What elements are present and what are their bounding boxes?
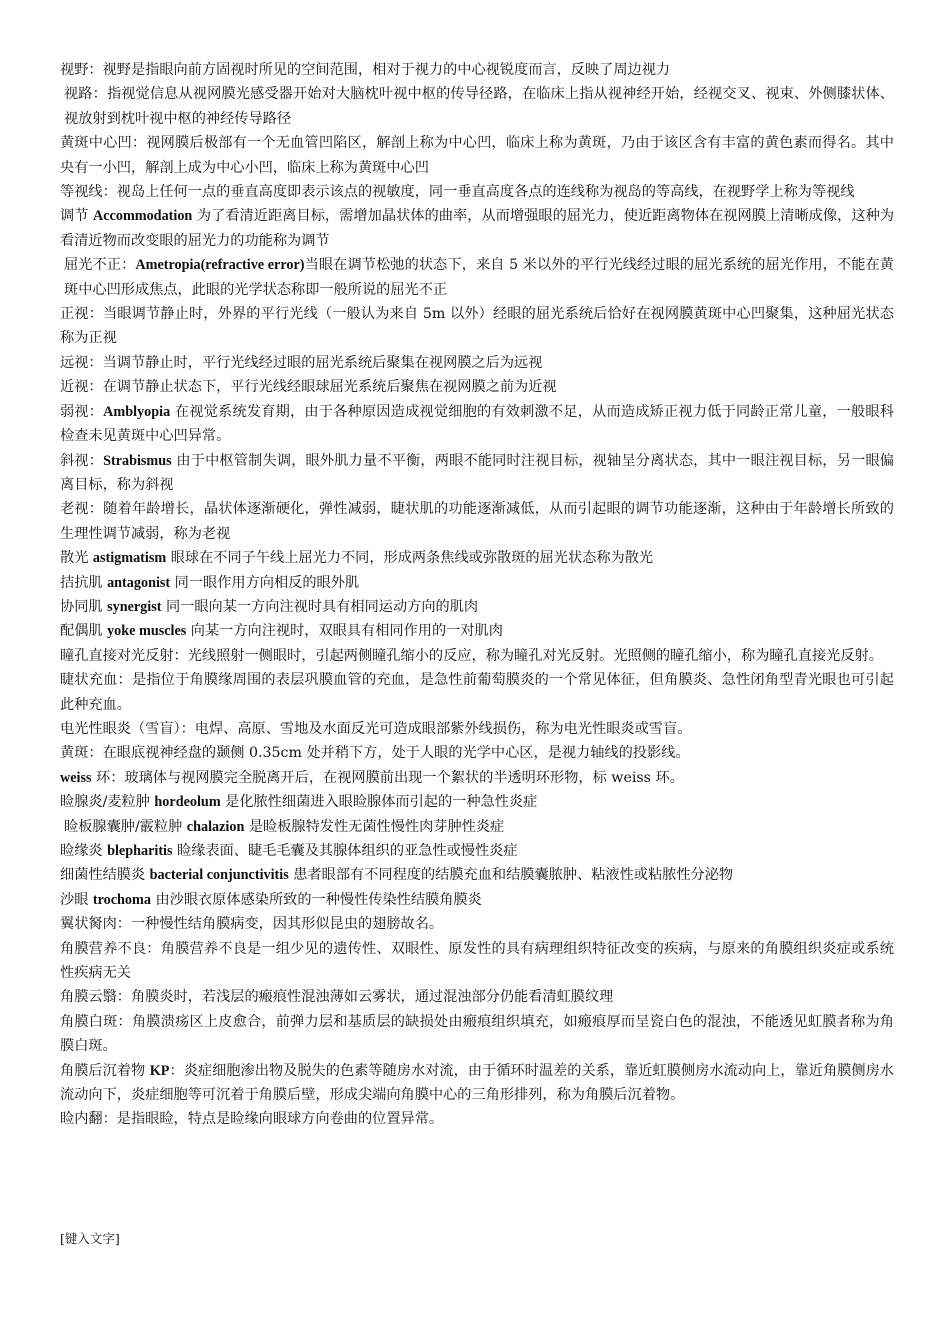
glossary-entry	[60, 449, 894, 498]
entry-definition: 睑缘表面、睫毛毛囊及其腺体组织的亚急性或慢性炎症	[172, 843, 518, 859]
entry-english-term: synergist	[107, 598, 162, 615]
entry-term: 黄斑中心凹：	[60, 135, 147, 152]
glossary-entry	[60, 1010, 894, 1059]
entry-term: 电光性眼炎（雪盲）：	[60, 720, 195, 737]
entry-english-term: trochoma	[92, 891, 151, 908]
document-body	[60, 58, 894, 1132]
entry-term: 老视：	[60, 501, 104, 518]
glossary-entry	[60, 839, 894, 863]
glossary-entry	[60, 180, 894, 204]
entry-english-term: Amblyopia	[103, 403, 171, 420]
glossary-entry	[60, 619, 894, 643]
entry-definition: 角膜炎时，若浅层的瘢痕性混浊薄如云雾状，通过混浊部分仍能看清虹膜纹理	[130, 989, 614, 1006]
entry-definition: 在视觉系统发育期，由于各种原因造成视觉细胞的有效刺激不足，从而造成矫正视力低于同龄正常儿童，一般眼科检查未见黄斑中心凹异常。	[60, 403, 894, 445]
entry-english-term: bacterial conjunctivitis	[149, 867, 289, 884]
entry-definition: 是指位于角膜缘周围的表层巩膜血管的充血，是急性前葡萄膜炎的一个常见体征，但角膜炎、急性闭角型青光眼也可引起此种充血。	[60, 672, 894, 713]
entry-english-term: Strabismus	[103, 452, 172, 469]
entry-definition: 一种慢性结角膜病变，因其形似昆虫的翅膀故名。	[130, 916, 444, 933]
glossary-entry	[60, 58, 894, 82]
entry-term: 角膜后沉着物	[60, 1062, 150, 1079]
entry-term: 协同肌	[60, 598, 108, 615]
entry-term: 正视：	[60, 306, 103, 323]
glossary-entry	[60, 204, 894, 253]
entry-english-term: weiss	[60, 769, 92, 786]
entry-english-term: antagonist	[107, 574, 171, 591]
entry-definition: 是指眼睑，特点是睑缘向眼球方向卷曲的位置异常。	[116, 1111, 444, 1128]
entry-definition: 在眼底视神经盘的颞侧 0.35cm 处并稍下方，处于人眼的光学中心区，是视力轴线的投影线。	[102, 745, 690, 762]
entry-term: 睫状充血：	[60, 672, 132, 689]
entry-definition: 环：玻璃体与视网膜完全脱离开后，在视网膜前出现一个絮状的半透明环形物，标 weiss 环。	[91, 769, 684, 786]
entry-definition: 同一眼向某一方向注视时具有相同运动方向的肌肉	[161, 598, 479, 615]
glossary-entry	[60, 668, 894, 717]
entry-definition: 在调节静止状态下，平行光线经眼球屈光系统后聚焦在视网膜之前为近视	[102, 379, 557, 396]
entry-term: 沙眼	[60, 891, 93, 908]
glossary-entry	[60, 571, 894, 595]
entry-english-term: chalazion	[186, 818, 245, 835]
entry-term: 瞳孔直接对光反射：	[60, 647, 188, 664]
glossary-entry	[60, 985, 894, 1009]
entry-definition: 同一眼作用方向相反的眼外肌	[170, 574, 360, 591]
entry-term: 配偶肌	[60, 623, 108, 640]
entry-definition: 当眼在调节松弛的状态下，来自 5 米以外的平行光线经过眼的屈光系统的屈光作用，不能在黄斑中心凹形成焦点，此眼的光学状态称即一般所说的屈光不正	[64, 257, 894, 298]
entry-definition: 向某一方向注视时，双眼具有相同作用的一对肌肉	[186, 623, 503, 640]
glossary-entry	[60, 1059, 894, 1108]
entry-definition: 光线照射一侧眼时，引起两侧瞳孔缩小的反应，称为瞳孔对光反射。光照侧的瞳孔缩小，称为瞳孔直接光反射。	[187, 647, 883, 664]
entry-english-term: astigmatism	[92, 550, 167, 567]
entry-term: 细菌性结膜炎	[60, 867, 150, 884]
entry-definition: 为了看清近距离目标，需增加晶状体的曲率，从而增强眼的屈光力，使近距离物体在视网膜上清晰成像，这种为看清近物而改变眼的屈光力的功能称为调节	[60, 208, 895, 249]
entry-term: 翼状胬肉：	[60, 916, 131, 933]
entry-definition: 视网膜后极部有一个无血管凹陷区，解剖上称为中心凹，临床上称为黄斑，乃由于该区含有丰富的黄色素而得名。其中央有一小凹，解剖上成为中心小凹，临床上称为黄斑中心凹	[60, 135, 894, 176]
glossary-entry	[60, 766, 894, 790]
entry-english-term: blepharitis	[107, 843, 173, 859]
glossary-entry	[60, 937, 894, 986]
entry-definition: ：炎症细胞渗出物及脱失的色素等随房水对流，由于循环时温差的关系，靠近虹膜侧房水流动向上，靠近角膜侧房水流动向下，炎症细胞等可沉着于角膜后壁，形成尖端向角膜中心的三角形排列，称为角膜后沉着物。	[60, 1062, 894, 1104]
entry-term: 睑内翻：	[60, 1111, 117, 1128]
glossary-entry	[60, 717, 894, 741]
glossary-entry	[60, 351, 894, 375]
glossary-entry	[60, 644, 894, 668]
entry-definition: 是化脓性细菌进入眼睑腺体而引起的一种急性炎症	[220, 794, 538, 811]
glossary-entry	[60, 790, 894, 814]
entry-term: 视路：	[64, 86, 107, 103]
glossary-entry	[60, 131, 894, 180]
entry-english-term: Accommodation	[93, 208, 193, 225]
entry-definition: 电焊、高原、雪地及水面反光可造成眼部紫外线损伤，称为电光性眼炎或雪盲。	[194, 720, 692, 737]
entry-term: 近视：	[60, 379, 103, 396]
footer-placeholder: [键入文字]	[60, 1231, 120, 1246]
entry-term: 角膜白斑：	[60, 1013, 132, 1030]
entry-term: 弱视：	[60, 403, 104, 420]
entry-term: 屈光不正：	[64, 257, 136, 274]
glossary-entry	[60, 888, 894, 912]
glossary-entry	[60, 595, 894, 619]
glossary-entry	[60, 302, 894, 351]
entry-definition: 角膜溃疡区上皮愈合，前弹力层和基质层的缺损处由瘢痕组织填充，如瘢痕厚而呈瓷白色的混浊，不能透见虹膜者称为角膜白斑。	[60, 1013, 894, 1055]
glossary-entry	[60, 375, 894, 399]
glossary-entry	[60, 1107, 894, 1131]
entry-term: 等视线：	[60, 184, 117, 201]
glossary-entry	[60, 82, 894, 131]
entry-definition: 指视觉信息从视网膜光感受器开始对大脑枕叶视中枢的传导径路，在临床上指从视神经开始，经视交叉、视束、外侧膝状体、视放射到枕叶视中枢的神经传导路径	[64, 86, 894, 127]
entry-term: 睑板腺囊肿/霰粒肿	[64, 818, 187, 835]
entry-term: 黄斑：	[60, 745, 103, 762]
glossary-entry	[60, 400, 894, 449]
entry-term: 散光	[60, 550, 93, 567]
entry-definition: 眼球在不同子午线上屈光力不同，形成两条焦线或弥散斑的屈光状态称为散光	[166, 550, 654, 567]
entry-term: 睑腺炎/麦粒肿	[60, 794, 155, 811]
entry-definition: 当眼调节静止时，外界的平行光线（一般认为来自 5m 以外）经眼的屈光系统后恰好在视网膜黄斑中心凹聚集，这种屈光状态称为正视	[60, 306, 894, 347]
entry-term: 角膜营养不良：	[60, 940, 161, 957]
glossary-entry	[60, 741, 894, 765]
glossary-entry	[60, 253, 894, 302]
entry-definition: 由于中枢管制失调，眼外肌力量不平衡，两眼不能同时注视目标，视轴呈分离状态，其中一眼注视目标，另一眼偏离目标，称为斜视	[60, 452, 894, 493]
entry-term: 睑缘炎	[60, 843, 108, 859]
entry-term: 视野：	[60, 62, 103, 78]
entry-definition: 视岛上任何一点的垂直高度即表示该点的视敏度，同一垂直高度各点的连线称为视岛的等高线，在视野学上称为等视线	[116, 184, 855, 201]
entry-term: 远视：	[60, 354, 103, 371]
entry-definition: 是睑板腺特发性无菌性慢性肉芽肿性炎症	[244, 818, 505, 835]
entry-definition: 由沙眼衣原体感染所致的一种慢性传染性结膜角膜炎	[150, 891, 482, 908]
entry-term: 角膜云翳：	[60, 989, 131, 1006]
glossary-entry	[60, 497, 894, 546]
entry-definition: 患者眼部有不同程度的结膜充血和结膜囊脓肿、粘液性或粘脓性分泌物	[288, 867, 734, 884]
entry-english-term: Ametropia(refractive error)	[135, 257, 305, 274]
entry-definition: 随着年龄增长，晶状体逐渐硬化，弹性减弱，睫状肌的功能逐渐减低，从而引起眼的调节功能逐渐，这种由于年龄增长所致的生理性调节减弱，称为老视	[60, 501, 894, 542]
entry-definition: 当调节静止时，平行光线经过眼的屈光系统后聚集在视网膜之后为远视	[102, 354, 543, 371]
glossary-entry	[60, 863, 894, 887]
glossary-entry	[60, 912, 894, 936]
entry-term: 调节	[60, 208, 94, 225]
entry-term: 斜视：	[60, 452, 104, 469]
glossary-entry	[60, 546, 894, 570]
entry-english-term: yoke muscles	[107, 623, 187, 640]
entry-term: 拮抗肌	[60, 574, 108, 591]
entry-definition: 视野是指眼向前方固视时所见的空间范围，相对于视力的中心视锐度而言，反映了周边视力	[102, 62, 671, 78]
entry-english-term: KP	[149, 1062, 170, 1079]
entry-english-term: hordeolum	[154, 794, 221, 811]
glossary-entry	[60, 815, 894, 839]
entry-definition: 角膜营养不良是一组少见的遗传性、双眼性、原发性的具有病理组织特征改变的疾病，与原来的角膜组织炎症或系统性疾病无关	[60, 940, 894, 982]
